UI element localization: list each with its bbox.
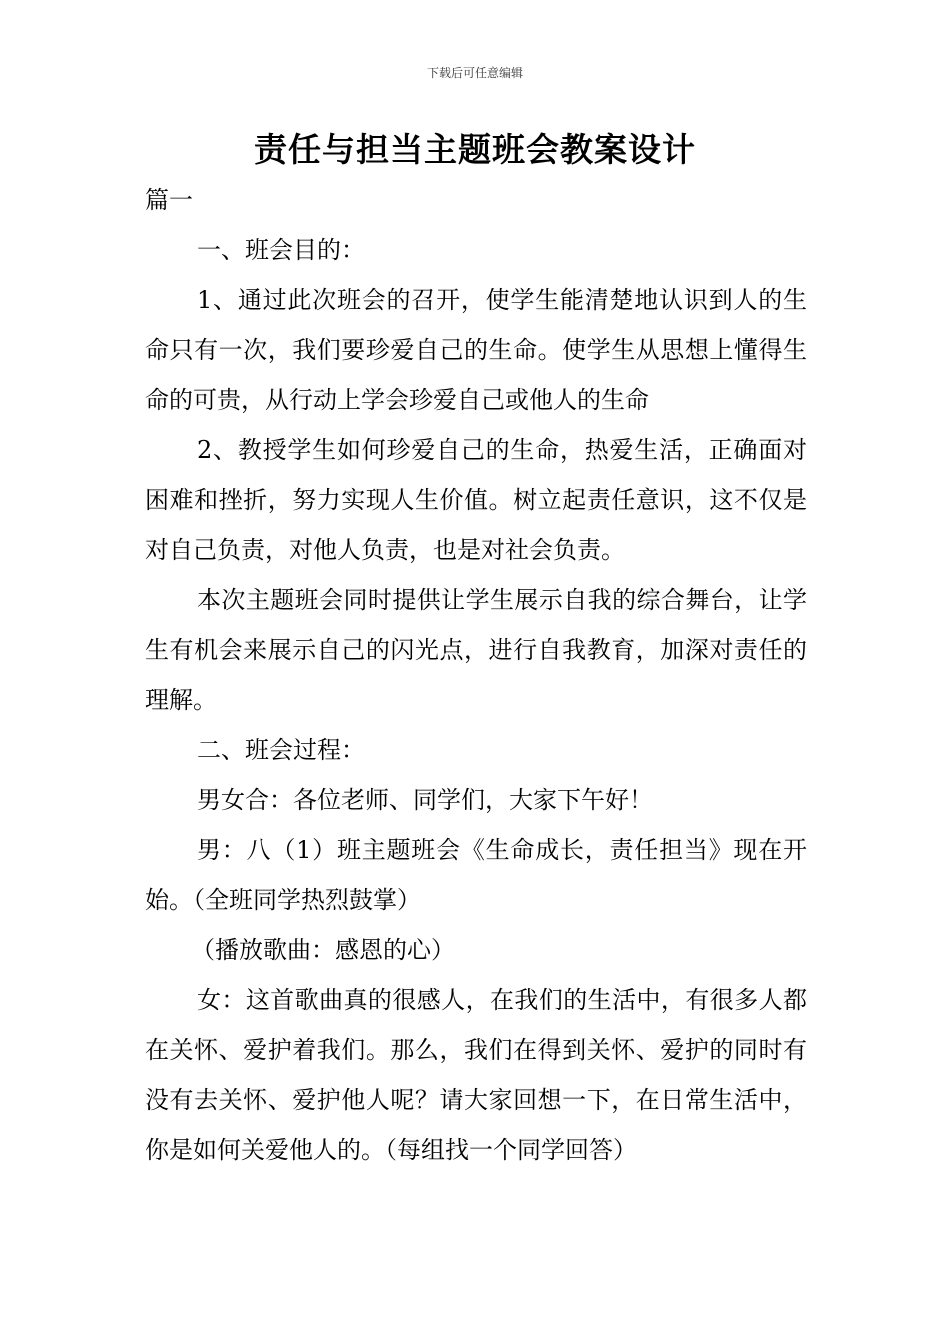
paragraph: 男女合：各位老师、同学们，大家下午好！ [197, 786, 653, 814]
paragraph: （播放歌曲：感恩的心） [191, 936, 455, 964]
paragraph: 2、教授学生如何珍爱自己的生命，热爱生活，正确面对困难和挫折，努力实现人生价值。树立起责任意识，这不仅是对自己负责，对他人负责，也是对社会负责。 [145, 436, 807, 564]
paragraph: 男：八（1）班主题班会《生命成长，责任担当》现在开始。（全班同学热烈鼓掌） [145, 836, 807, 914]
header-note: 下载后可任意编辑 [426, 66, 523, 80]
paragraph: 女：这首歌曲真的很感人，在我们的生活中，有很多人都在关怀、爱护着我们。那么，我们在得到关怀、爱护的同时有没有去关怀、爱护他人呢？请大家回想一下，在日常生活中，你是如何关爱他人的。（每组找一个同学回答） [145, 986, 807, 1164]
paragraph: 二、班会过程： [197, 736, 365, 764]
document-body [145, 175, 807, 1175]
paragraph: 一、班会目的： [197, 236, 365, 264]
paragraph: 本次主题班会同时提供让学生展示自我的综合舞台，让学生有机会来展示自己的闪光点，进行自我教育，加深对责任的理解。 [145, 586, 807, 714]
section-label: 篇一 [145, 186, 193, 214]
document-title: 责任与担当主题班会教案设计 [254, 130, 696, 169]
paragraph: 1、通过此次班会的召开，使学生能清楚地认识到人的生命只有一次，我们要珍爱自己的生命。使学生从思想上懂得生命的可贵，从行动上学会珍爱自己或他人的生命 [145, 286, 807, 414]
